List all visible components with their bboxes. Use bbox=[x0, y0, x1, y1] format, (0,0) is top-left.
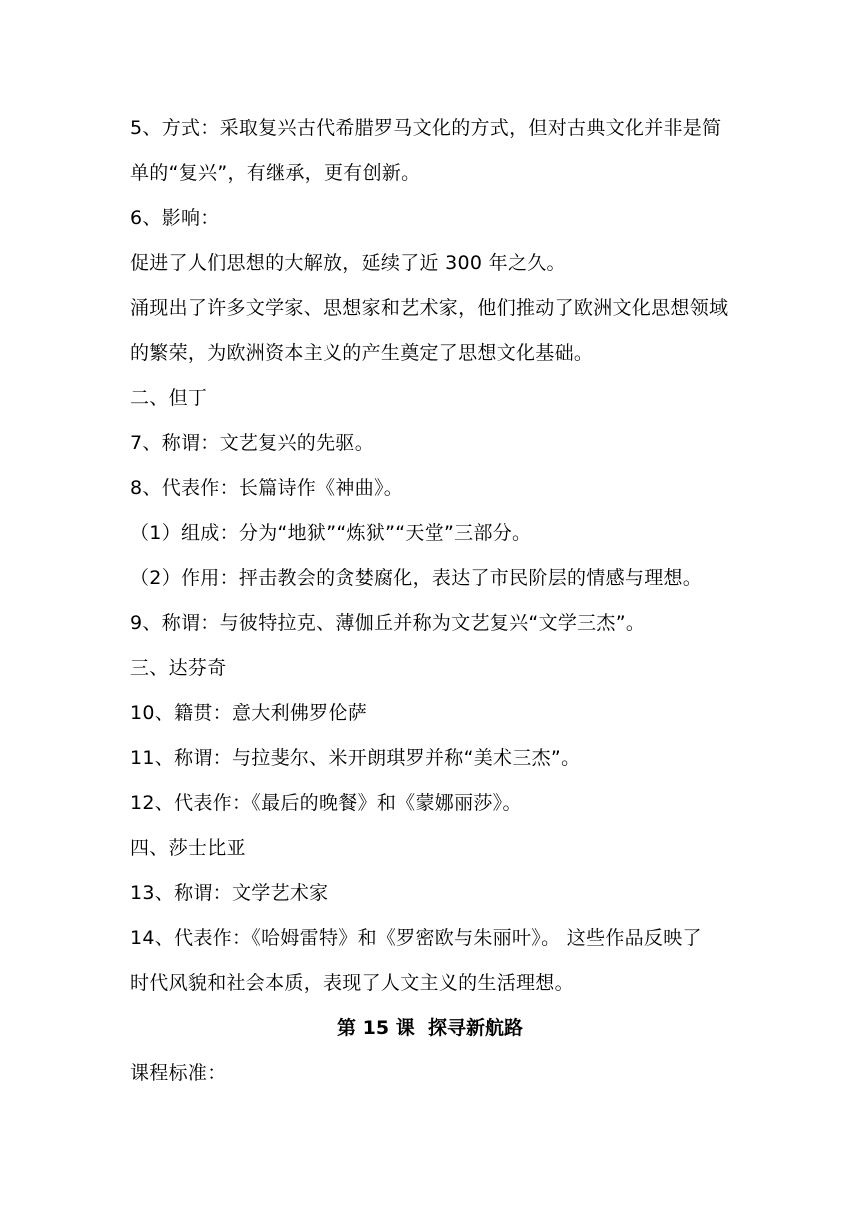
text-line-13-title: 13、称谓：文学艺术家 bbox=[130, 882, 329, 904]
text-line-14-works: 14、代表作：《哈姆雷特》和《罗密欧与朱丽叶》。 这些作品反映了 bbox=[130, 927, 702, 949]
text-line-5-method-cont: 单的“复兴”，有继承，更有创新。 bbox=[130, 162, 421, 184]
text-line-8-effect: （2）作用：抨击教会的贪婪腐化，表达了市民阶层的情感与理想。 bbox=[130, 567, 703, 589]
section-heading-davinci: 三、达芬奇 bbox=[130, 657, 227, 679]
lesson-heading: 第 15 课 探寻新航路 bbox=[337, 1017, 523, 1039]
text-line-8-composition: （1）组成：分为“地狱”“炼狱”“天堂”三部分。 bbox=[130, 522, 532, 544]
text-line-curriculum-standard: 课程标准： bbox=[130, 1062, 227, 1084]
text-line-10-origin: 10、籍贯：意大利佛罗伦萨 bbox=[130, 702, 368, 724]
text-line-7-title: 7、称谓：文艺复兴的先驱。 bbox=[130, 432, 374, 454]
text-line-5-method: 5、方式：采取复兴古代希腊罗马文化的方式，但对古典文化并非是简 bbox=[130, 117, 722, 139]
text-line-12-works: 12、代表作：《最后的晚餐》和《蒙娜丽莎》。 bbox=[130, 792, 522, 814]
text-line-impact-2-cont: 的繁荣，为欧洲资本主义的产生奠定了思想文化基础。 bbox=[130, 342, 594, 364]
text-line-impact-2: 涌现出了许多文学家、思想家和艺术家，他们推动了欧洲文化思想领域 bbox=[130, 297, 729, 319]
text-line-6-impact: 6、影响： bbox=[130, 207, 220, 229]
text-line-9-title: 9、称谓：与彼特拉克、薄伽丘并称为文艺复兴“文学三杰”。 bbox=[130, 612, 646, 634]
section-heading-dante: 二、但丁 bbox=[130, 387, 208, 409]
section-heading-shakespeare: 四、莎士比亚 bbox=[130, 837, 246, 859]
text-line-11-title: 11、称谓：与拉斐尔、米开朗琪罗并称“美术三杰”。 bbox=[130, 747, 581, 769]
text-line-8-works: 8、代表作：长篇诗作《神曲》。 bbox=[130, 477, 404, 499]
text-line-impact-1: 促进了人们思想的大解放，延续了近 300 年之久。 bbox=[130, 252, 566, 274]
text-line-14-works-cont: 时代风貌和社会本质，表现了人文主义的生活理想。 bbox=[130, 972, 574, 994]
